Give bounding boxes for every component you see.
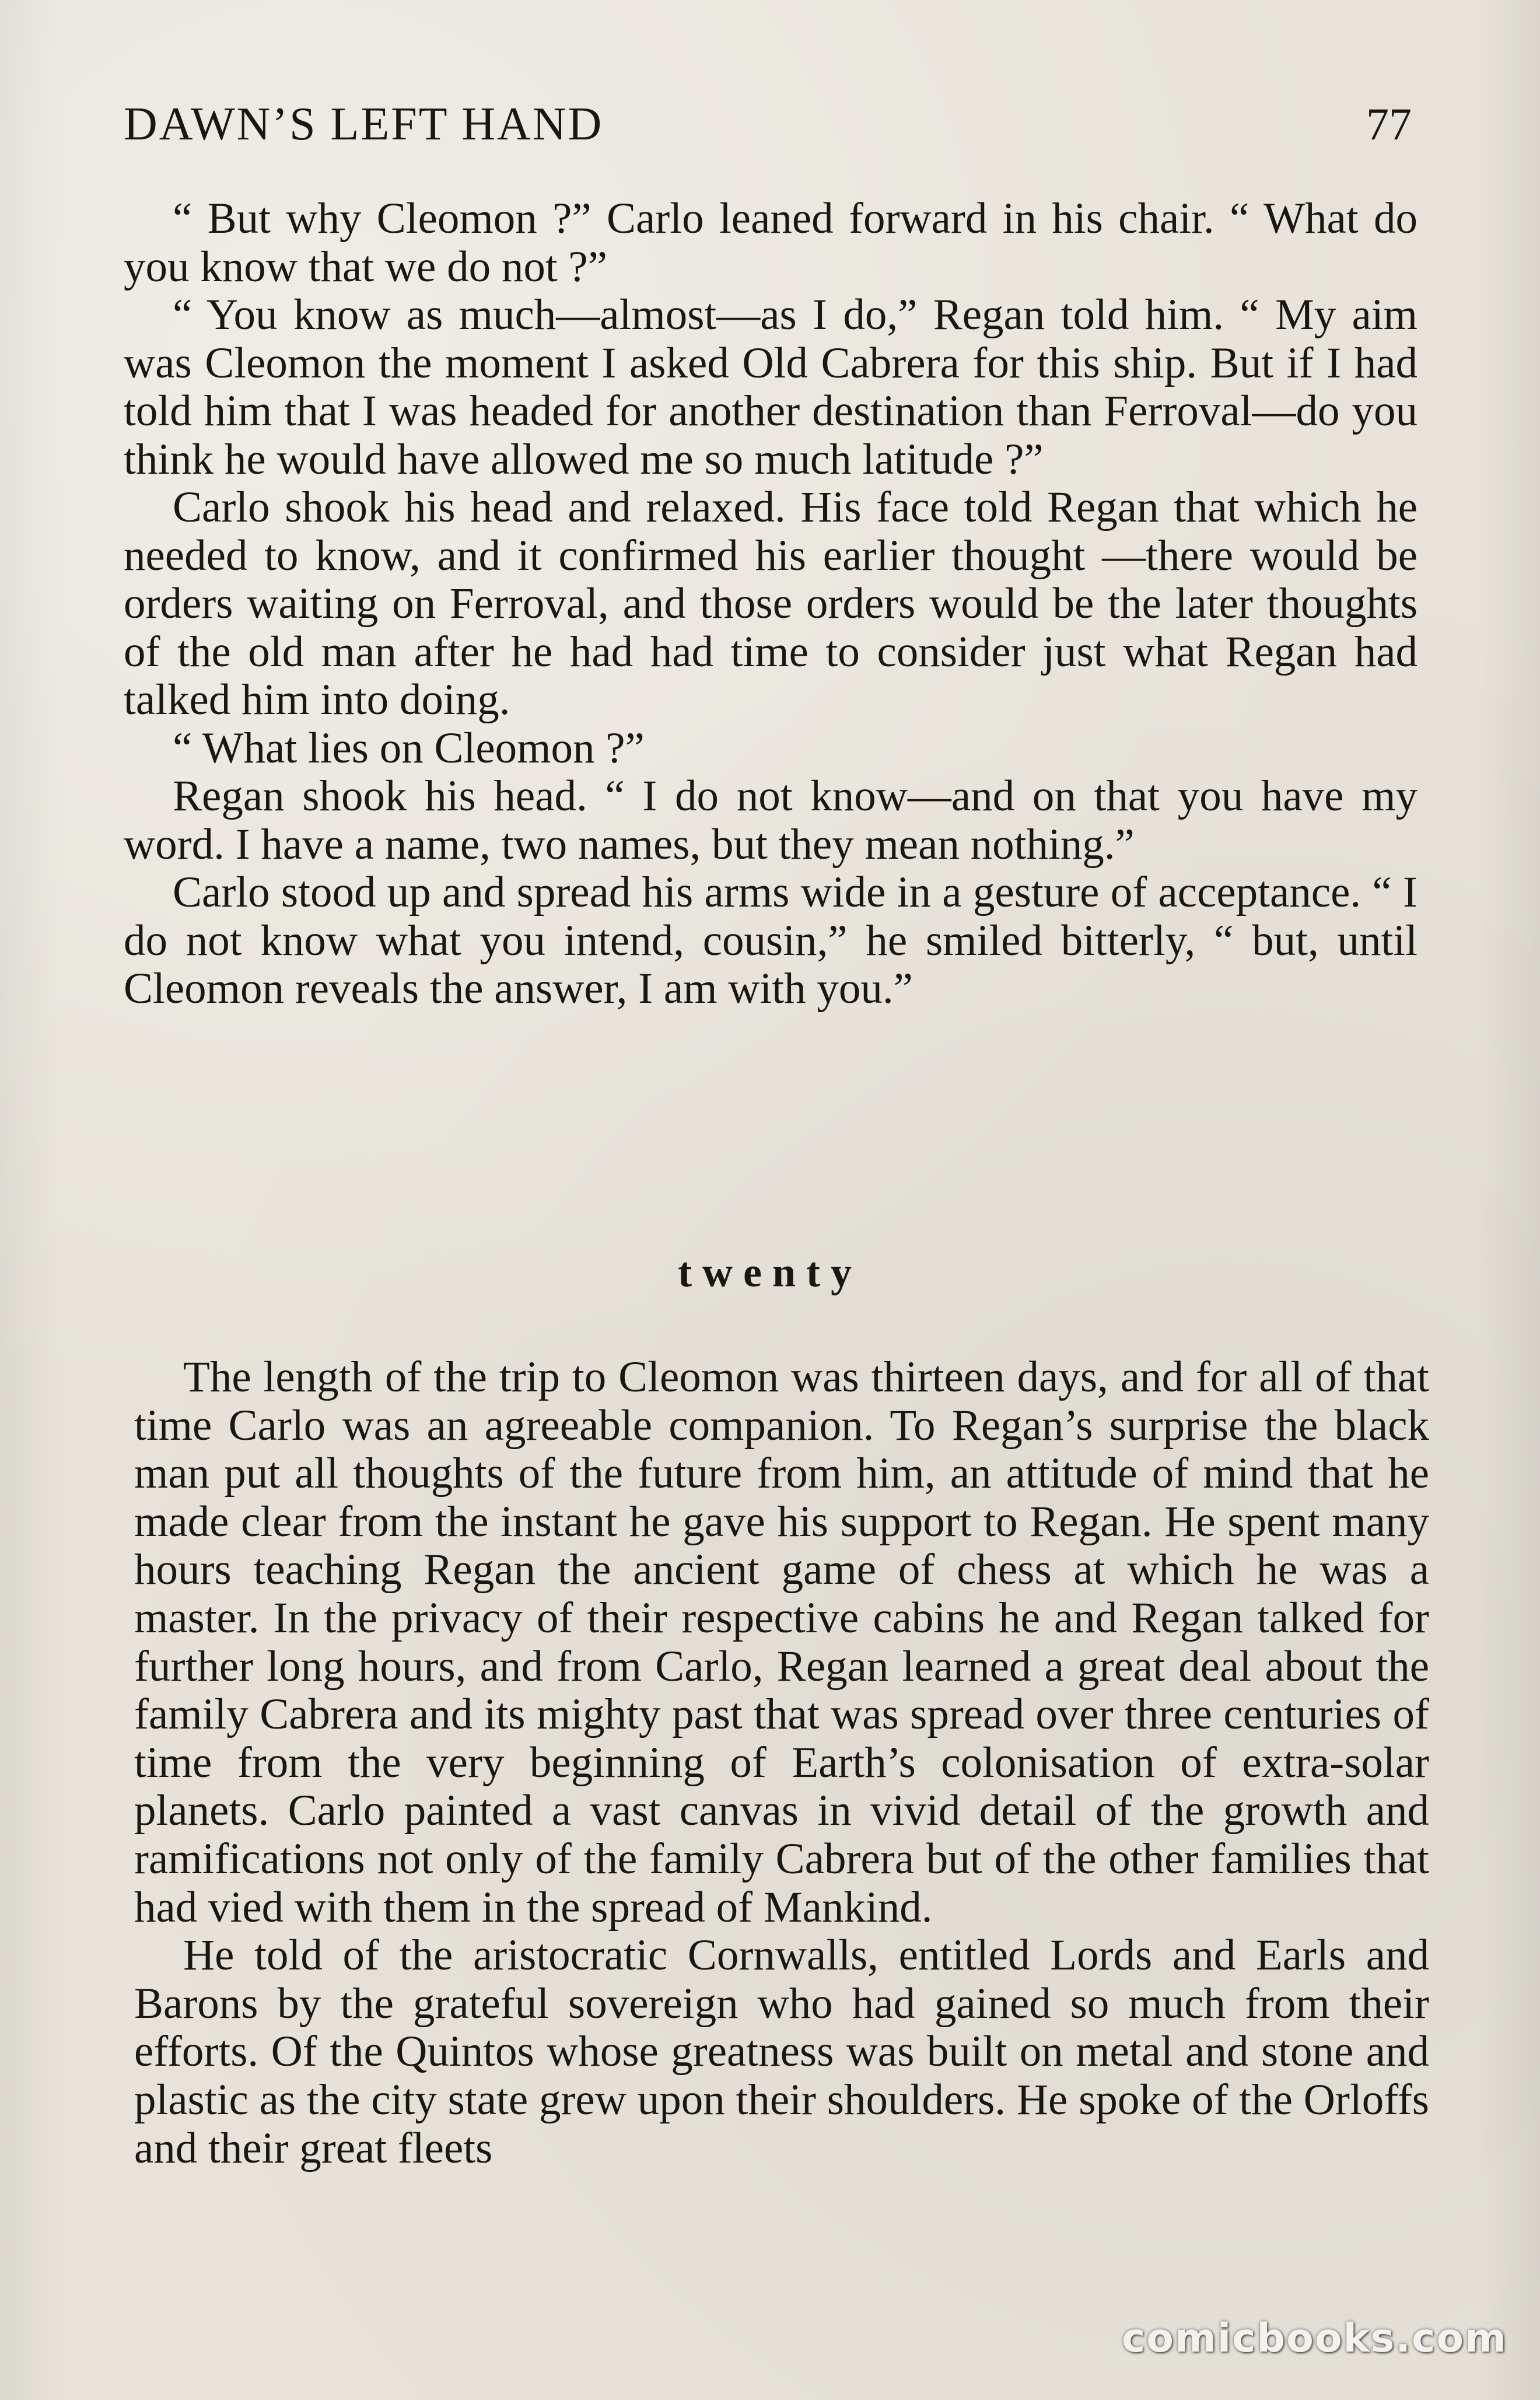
chapter-heading: twenty bbox=[678, 1249, 862, 1296]
paragraph: “ You know as much—almost—as I do,” Regan told him. “ My aim was Cleomon the moment I asked Old Cabrera for this ship. But if I had told him that I was headed for another destination than Ferroval—do you think he would have allowed me so much latitude ?” bbox=[124, 291, 1418, 484]
paragraph: He told of the aristocratic Cornwalls, entitled Lords and Earls and Barons by the grateful sovereign who had gained so much from their efforts. Of the Quintos whose greatness was built on metal and stone and plastic as the city state grew upon their shoulders. He spoke of the Orloffs and their great fleets bbox=[134, 1931, 1429, 2172]
paragraph: Carlo stood up and spread his arms wide in a gesture of acceptance. “ I do not know what you intend, cousin,” he smiled bitterly, “ but, until Cleomon reveals the answer, I am with you.” bbox=[124, 868, 1418, 1013]
paragraph: The length of the trip to Cleomon was thirteen days, and for all of that time Carlo was an agreeable companion. To Regan’s surprise the black man put all thoughts of the future from him, an attitude of mind that he made clear from the instant he gave his support to Regan. He spent many hours teaching Regan the ancient game of chess at which he was a master. In the privacy of their respective cabins he and Regan talked for further long hours, and from Carlo, Regan learned a great deal about the family Cabrera and its mighty past that was spread over three centuries of time from the very beginning of Earth’s colonisation of extra-solar planets. Carlo painted a vast canvas in vivid detail of the growth and ramifications not only of the family Cabrera but of the other families that had vied with them in the spread of Mankind. bbox=[134, 1353, 1429, 1932]
paragraph: Regan shook his head. “ I do not know—and on that you have my word. I have a name, two names, but they mean nothing.” bbox=[124, 772, 1418, 869]
text-block-chapter-body bbox=[134, 1353, 1429, 2172]
page-number: 77 bbox=[1366, 99, 1412, 149]
running-head: DAWN’S LEFT HAND bbox=[124, 99, 604, 150]
paragraph: Carlo shook his head and relaxed. His face told Regan that which he needed to know, and it confirmed his earlier thought —there would be orders waiting on Ferroval, and those orders would be the later thoughts of the old man after he had had time to consider just what Regan had talked him into doing. bbox=[124, 483, 1418, 724]
paragraph: “ But why Cleomon ?” Carlo leaned forward in his chair. “ What do you know that we do not ?” bbox=[124, 194, 1418, 291]
paragraph: “ What lies on Cleomon ?” bbox=[173, 723, 645, 772]
text-block-before-chapter bbox=[124, 195, 1418, 1013]
watermark: comicbooks.com bbox=[1121, 2315, 1507, 2361]
